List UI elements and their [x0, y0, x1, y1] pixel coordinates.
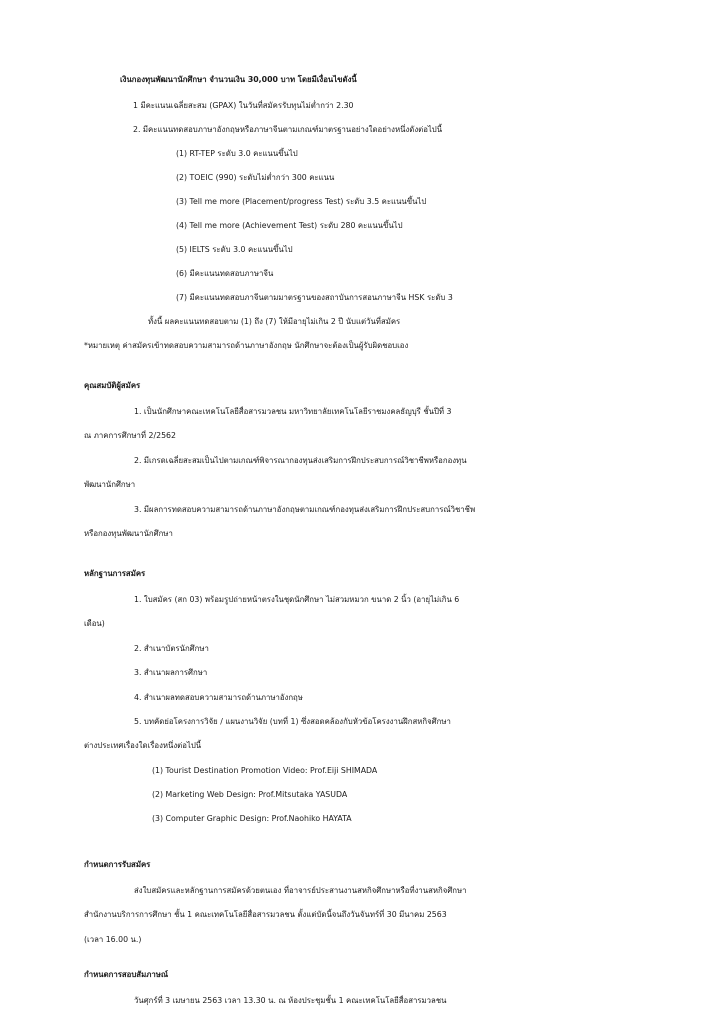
test-option-7: (7) มีคะแนนทดสอบภาจีนตามมาตรฐานของสถาบันการสอนภาษาจีน HSK ระดับ 3	[176, 293, 453, 302]
project-topic-2: (2) Marketing Web Design: Prof.Mitsutaka YASUDA	[152, 790, 348, 799]
fund-condition-1: 1 มีคะแนนเฉลี่ยสะสม (GPAX) ในวันที่สมัครรับทุนไม่ต่ำกว่า 2.30	[133, 101, 354, 110]
fee-remark: *หมายเหตุ ค่าสมัครเข้าทดสอบความสามารถด้านภาษาอังกฤษ นักศึกษาจะต้องเป็นผู้รับผิดชอบเอง	[84, 341, 409, 350]
qualification-3-line2: หรือกองทุนพัฒนานักศึกษา	[84, 529, 173, 538]
evidence-heading: หลักฐานการสมัคร	[84, 569, 146, 578]
test-option-2: (2) TOEIC (990) ระดับไม่ต่ำกว่า 300 คะแนน	[176, 173, 335, 182]
test-option-1: (1) RT-TEP ระดับ 3.0 คะแนนขึ้นไป	[176, 149, 298, 158]
qualification-2-line1: 2. มีเกรดเฉลี่ยสะสมเป็นไปตามเกณฑ์พิจารณากองทุนส่งเสริมการฝึกประสบการณ์วิชาชีพหรือกองทุน	[134, 456, 467, 465]
test-option-6: (6) มีคะแนนทดสอบภาษาจีน	[176, 269, 274, 278]
qualification-2-line2: พัฒนานักศึกษา	[84, 480, 136, 489]
evidence-2: 2. สำเนาบัตรนักศึกษา	[134, 644, 209, 653]
evidence-5-line2: ต่างประเทศเรื่องใดเรื่องหนึ่งต่อไปนี้	[84, 741, 202, 750]
score-validity-note: ทั้งนี้ ผลคะแนนทดสอบตาม (1) ถึง (7) ให้มีอายุไม่เกิน 2 ปี นับแต่วันที่สมัคร	[148, 317, 401, 326]
evidence-5-line1: 5. บทคัดย่อโครงการวิจัย / แผนงานวิจัย (บทที่ 1) ซึ่งสอดคล้องกับหัวข้อโครงงานฝึกสหกิจศึกษา	[134, 717, 451, 726]
project-topic-1: (1) Tourist Destination Promotion Video: Prof.Eiji SHIMADA	[152, 766, 378, 775]
deadline-heading: กำหนดการรับสมัคร	[84, 860, 151, 869]
evidence-4: 4. สำเนาผลทดสอบความสามารถด้านภาษาอังกฤษ	[134, 693, 303, 702]
qualifications-heading: คุณสมบัติผู้สมัคร	[84, 381, 141, 390]
qualification-1-line2: ณ ภาคการศึกษาที่ 2/2562	[84, 431, 176, 440]
test-option-3: (3) Tell me more (Placement/progress Test) ระดับ 3.5 คะแนนขึ้นไป	[176, 197, 427, 206]
deadline-line2: สำนักงานบริการการศึกษา ชั้น 1 คณะเทคโนโลยีสื่อสารมวลชน ตั้งแต่บัดนี้จนถึงวันจันทร์ที่ 30 มีนาคม 2563	[84, 910, 447, 919]
deadline-line1: ส่งใบสมัครและหลักฐานการสมัครด้วยตนเอง ที่อาจารย์ประสานงานสหกิจศึกษาหรือที่งานสหกิจศึกษา	[134, 886, 467, 895]
qualification-1-line1: 1. เป็นนักศึกษาคณะเทคโนโลยีสื่อสารมวลชน มหาวิทยาลัยเทคโนโลยีราชมงคลธัญบุรี ชั้นปีที่ 3	[134, 407, 452, 416]
interview-heading: กำหนดการสอบสัมภาษณ์	[84, 970, 169, 979]
test-option-4: (4) Tell me more (Achievement Test) ระดับ 280 คะแนนขึ้นไป	[176, 221, 403, 230]
project-topic-3: (3) Computer Graphic Design: Prof.Naohiko HAYATA	[152, 814, 352, 823]
evidence-3: 3. สำเนาผลการศึกษา	[134, 668, 208, 677]
qualification-3-line1: 3. มีผลการทดสอบความสามารถด้านภาษาอังกฤษตามเกณฑ์กองทุนส่งเสริมการฝึกประสบการณ์วิชาชีพ	[134, 505, 476, 514]
fund-condition-2: 2. มีคะแนนทดสอบภาษาอังกฤษหรือภาษาจีนตามเกณฑ์มาตรฐานอย่างใดอย่างหนึ่งดังต่อไปนี้	[133, 125, 443, 134]
test-option-5: (5) IELTS ระดับ 3.0 คะแนนขึ้นไป	[176, 245, 293, 254]
deadline-line3: (เวลา 16.00 น.)	[84, 935, 142, 944]
evidence-1-line2: เดือน)	[84, 619, 105, 628]
fund-heading: เงินกองทุนพัฒนานักศึกษา จำนวนเงิน 30,000 บาท โดยมีเงื่อนไขดังนี้	[120, 75, 357, 84]
interview-line1: วันศุกร์ที่ 3 เมษายน 2563 เวลา 13.30 น. ณ ห้องประชุมชั้น 1 คณะเทคโนโลยีสื่อสารมวลชน	[134, 996, 447, 1005]
evidence-1-line1: 1. ใบสมัคร (สก 03) พร้อมรูปถ่ายหน้าตรงในชุดนักศึกษา ไม่สวมหมวก ขนาด 2 นิ้ว (อายุไม่เกิน 6	[134, 595, 460, 604]
